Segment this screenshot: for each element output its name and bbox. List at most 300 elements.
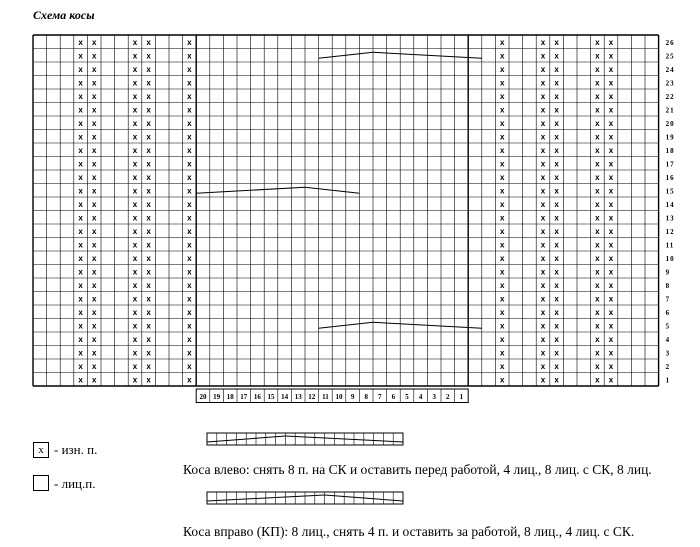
- purl-symbol: x: [187, 91, 192, 101]
- row-number: 25: [665, 52, 675, 61]
- purl-symbol: x: [608, 240, 614, 250]
- row-number: 14: [665, 200, 675, 209]
- purl-symbol: x: [608, 37, 614, 47]
- purl-symbol: x: [91, 348, 97, 358]
- left-cable-description: Коса влево: снять 8 п. на СК и оставить перед работой, 4 лиц., 8 лиц. с СК, 8 лиц.: [183, 462, 652, 477]
- purl-symbol: x: [91, 361, 97, 371]
- purl-symbol: x: [595, 37, 600, 47]
- purl-symbol: x: [554, 186, 559, 196]
- purl-symbol: x: [146, 51, 151, 61]
- purl-symbol: x: [540, 240, 546, 250]
- purl-symbol: x: [187, 375, 192, 385]
- stitch-number: 15: [267, 392, 275, 401]
- row-number: 3: [665, 349, 671, 358]
- purl-symbol: x: [540, 105, 546, 115]
- stitch-number: 1: [459, 392, 464, 401]
- row-number: 10: [665, 254, 675, 263]
- purl-symbol: x: [540, 145, 546, 155]
- purl-symbol: x: [91, 334, 97, 344]
- stitch-number: 14: [281, 392, 289, 401]
- purl-symbol: x: [499, 145, 505, 155]
- purl-symbol: x: [540, 280, 546, 290]
- purl-symbol: x: [608, 294, 614, 304]
- purl-symbol: x: [540, 159, 546, 169]
- purl-symbol: x: [540, 132, 546, 142]
- cable-lines: [196, 52, 482, 328]
- purl-symbol: x: [595, 321, 600, 331]
- purl-symbol: x: [187, 240, 192, 250]
- purl-symbol: x: [595, 186, 600, 196]
- stitch-number: 2: [446, 392, 450, 401]
- purl-symbol: x: [146, 118, 151, 128]
- purl-symbol: x: [91, 132, 97, 142]
- purl-symbol: x: [608, 145, 614, 155]
- purl-symbol: x: [78, 51, 83, 61]
- purl-symbol: x: [91, 172, 97, 182]
- purl-symbol: x: [540, 307, 546, 317]
- purl-symbol: x: [499, 51, 505, 61]
- purl-symbol: x: [499, 226, 505, 236]
- row-number: 4: [665, 335, 671, 344]
- purl-symbol: x: [554, 240, 559, 250]
- purl-symbol: x: [132, 240, 138, 250]
- purl-symbol: x: [91, 213, 97, 223]
- purl-symbol: x: [595, 199, 600, 209]
- purl-symbol: x: [91, 64, 97, 74]
- purl-symbol: x: [595, 78, 600, 88]
- purl-symbol: x: [132, 375, 138, 385]
- purl-symbol: x: [540, 267, 546, 277]
- purl-symbol: x: [146, 294, 151, 304]
- purl-symbol: x: [187, 172, 192, 182]
- purl-symbol: x: [554, 199, 559, 209]
- purl-symbol: x: [187, 321, 192, 331]
- purl-symbol: x: [78, 267, 83, 277]
- purl-symbol: x: [132, 253, 138, 263]
- purl-symbol: x: [91, 253, 97, 263]
- purl-symbol: x: [132, 213, 138, 223]
- purl-symbol: x: [78, 307, 83, 317]
- purl-symbol: x: [554, 64, 559, 74]
- chart-grid: [33, 35, 659, 386]
- purl-symbol: x: [554, 105, 559, 115]
- purl-symbol: x: [608, 105, 614, 115]
- purl-symbol: x: [132, 172, 138, 182]
- purl-symbol: x: [78, 280, 83, 290]
- purl-symbol: x: [595, 267, 600, 277]
- purl-symbol: x: [595, 226, 600, 236]
- purl-symbol: x: [499, 321, 505, 331]
- purl-symbol: x: [78, 361, 83, 371]
- purl-symbol: x: [540, 226, 546, 236]
- purl-symbol: x: [132, 64, 138, 74]
- purl-symbol: x: [554, 132, 559, 142]
- purl-symbol: x: [608, 199, 614, 209]
- purl-symbol: x: [499, 132, 505, 142]
- purl-symbol: x: [499, 307, 505, 317]
- purl-symbol: x: [91, 240, 97, 250]
- purl-symbol: x: [91, 91, 97, 101]
- purl-symbol: x: [146, 213, 151, 223]
- purl-symbol: x: [91, 145, 97, 155]
- purl-symbol: x: [91, 199, 97, 209]
- purl-symbol: x: [540, 186, 546, 196]
- purl-symbol: x: [91, 78, 97, 88]
- row-number: 6: [665, 308, 671, 317]
- purl-legend-swatch: x: [33, 442, 49, 458]
- purl-symbol: x: [91, 375, 97, 385]
- purl-symbol: x: [78, 37, 83, 47]
- purl-symbol: x: [187, 37, 192, 47]
- purl-symbol: x: [499, 159, 505, 169]
- purl-symbol: x: [78, 348, 83, 358]
- purl-symbol: x: [132, 348, 138, 358]
- purl-symbol: x: [187, 267, 192, 277]
- purl-symbol: x: [608, 172, 614, 182]
- purl-symbol: x: [78, 159, 83, 169]
- purl-symbol: x: [132, 118, 138, 128]
- purl-symbol: x: [91, 267, 97, 277]
- purl-symbol: x: [499, 375, 505, 385]
- purl-symbol: x: [540, 334, 546, 344]
- purl-symbol: x: [499, 267, 505, 277]
- purl-symbol: x: [595, 294, 600, 304]
- purl-symbol: x: [554, 348, 559, 358]
- row-number: 20: [665, 119, 675, 128]
- purl-symbol: x: [78, 145, 83, 155]
- stitch-number: 7: [378, 392, 382, 401]
- purl-symbol: x: [554, 159, 559, 169]
- purl-symbol: x: [187, 145, 192, 155]
- purl-symbol: x: [540, 253, 546, 263]
- purl-symbol: x: [78, 213, 83, 223]
- purl-symbol: x: [499, 334, 505, 344]
- row-number: 13: [665, 214, 675, 223]
- row-numbers: [666, 39, 675, 385]
- purl-symbol: x: [146, 91, 151, 101]
- purl-symbol: x: [78, 375, 83, 385]
- purl-symbol: x: [132, 78, 138, 88]
- purl-symbol: x: [78, 294, 83, 304]
- purl-symbol: x: [608, 361, 614, 371]
- purl-symbol: x: [499, 186, 505, 196]
- purl-symbol: x: [499, 280, 505, 290]
- purl-symbol: x: [187, 213, 192, 223]
- purl-symbol: x: [78, 172, 83, 182]
- row-number: 18: [665, 146, 675, 155]
- purl-symbol: x: [608, 321, 614, 331]
- purl-symbol: x: [146, 280, 151, 290]
- purl-symbol: x: [146, 78, 151, 88]
- purl-symbol: x: [132, 280, 138, 290]
- purl-symbol: x: [132, 132, 138, 142]
- purl-symbol: x: [595, 91, 600, 101]
- purl-symbol: x: [540, 91, 546, 101]
- purl-symbol: x: [608, 334, 614, 344]
- row-number: 11: [665, 241, 675, 250]
- purl-symbol: x: [608, 226, 614, 236]
- purl-symbol: x: [78, 64, 83, 74]
- purl-symbol: x: [187, 78, 192, 88]
- purl-symbol: x: [554, 145, 559, 155]
- purl-symbol: x: [499, 253, 505, 263]
- purl-symbol: x: [146, 172, 151, 182]
- purl-symbol: x: [499, 348, 505, 358]
- purl-symbol: x: [187, 159, 192, 169]
- purl-symbol: x: [187, 186, 192, 196]
- purl-symbol: x: [132, 91, 138, 101]
- purl-symbol: x: [132, 334, 138, 344]
- purl-symbol: x: [132, 186, 138, 196]
- purl-symbol: x: [595, 64, 600, 74]
- purl-symbol: x: [595, 213, 600, 223]
- purl-symbol: x: [187, 361, 192, 371]
- purl-symbol: x: [540, 118, 546, 128]
- purl-symbol: x: [132, 159, 138, 169]
- purl-symbol: x: [554, 361, 559, 371]
- row-number: 26: [665, 38, 675, 47]
- purl-symbol: x: [146, 361, 151, 371]
- purl-symbol: x: [146, 199, 151, 209]
- purl-symbol: x: [78, 91, 83, 101]
- purl-symbol: x: [540, 213, 546, 223]
- purl-symbol: x: [78, 240, 83, 250]
- purl-symbol: x: [187, 253, 192, 263]
- row-number: 9: [665, 268, 671, 277]
- purl-symbol: x: [608, 78, 614, 88]
- purl-symbol: x: [554, 267, 559, 277]
- purl-symbol: x: [132, 51, 138, 61]
- purl-symbol: x: [540, 64, 546, 74]
- purl-symbol: x: [78, 105, 83, 115]
- purl-symbol: x: [595, 334, 600, 344]
- stitch-number: 8: [364, 392, 368, 401]
- purl-symbol: x: [187, 118, 192, 128]
- purl-symbol: x: [132, 294, 138, 304]
- stitch-number: 11: [322, 392, 329, 401]
- purl-symbol: x: [595, 375, 600, 385]
- row-number: 24: [665, 65, 675, 74]
- purl-symbol: x: [608, 307, 614, 317]
- purl-symbol: x: [146, 105, 151, 115]
- purl-symbol: x: [540, 37, 546, 47]
- purl-symbol: x: [132, 199, 138, 209]
- stitch-number: 19: [213, 392, 221, 401]
- purl-symbol: x: [146, 64, 151, 74]
- stitch-number: 4: [418, 392, 423, 401]
- purl-symbol: x: [608, 64, 614, 74]
- row-number: 19: [665, 133, 675, 142]
- row-number: 21: [665, 106, 675, 115]
- row-number: 23: [665, 79, 675, 88]
- stitch-number: 3: [432, 392, 436, 401]
- purl-symbol: x: [187, 226, 192, 236]
- purl-symbol: x: [608, 213, 614, 223]
- purl-symbol: x: [595, 240, 600, 250]
- stitch-number: 5: [405, 392, 409, 401]
- purl-symbol: x: [132, 267, 138, 277]
- purl-symbol: x: [187, 280, 192, 290]
- row-number: 5: [665, 322, 671, 331]
- purl-symbol: x: [499, 199, 505, 209]
- purl-symbol: x: [499, 118, 505, 128]
- purl-symbol: x: [91, 37, 97, 47]
- purl-symbol: x: [554, 37, 559, 47]
- purl-symbol: x: [78, 78, 83, 88]
- purl-symbol: x: [78, 118, 83, 128]
- purl-symbol: x: [540, 361, 546, 371]
- purl-symbol: x: [595, 145, 600, 155]
- purl-symbol: x: [91, 159, 97, 169]
- row-number: 15: [665, 187, 675, 196]
- purl-symbol: x: [608, 280, 614, 290]
- purl-symbol: x: [91, 280, 97, 290]
- purl-symbol: x: [608, 51, 614, 61]
- purl-symbol: x: [554, 78, 559, 88]
- purl-symbol: x: [595, 159, 600, 169]
- purl-symbol: x: [554, 51, 559, 61]
- purl-symbol: x: [132, 307, 138, 317]
- purl-symbol: x: [187, 307, 192, 317]
- purl-symbol: x: [499, 78, 505, 88]
- purl-legend-label: - изн. п.: [54, 442, 98, 457]
- purl-symbol: x: [540, 375, 546, 385]
- stitch-number: 9: [350, 392, 355, 401]
- purl-symbol: x: [554, 213, 559, 223]
- purl-symbol: x: [132, 361, 138, 371]
- purl-symbol: x: [146, 267, 151, 277]
- purl-symbol: x: [146, 375, 151, 385]
- purl-symbol: x: [554, 226, 559, 236]
- purl-symbol: x: [146, 348, 151, 358]
- purl-symbol: x: [554, 91, 559, 101]
- purl-symbol: x: [132, 37, 138, 47]
- purl-symbol: x: [146, 159, 151, 169]
- purl-symbol: x: [595, 348, 600, 358]
- purl-symbol: x: [91, 226, 97, 236]
- purl-symbol: x: [554, 280, 559, 290]
- purl-symbol: x: [132, 145, 138, 155]
- purl-symbol: x: [608, 118, 614, 128]
- stitch-number: 18: [226, 392, 234, 401]
- purl-symbol: x: [91, 321, 97, 331]
- purl-symbol: x: [595, 132, 600, 142]
- purl-symbol: x: [132, 226, 138, 236]
- purl-symbol: x: [554, 375, 559, 385]
- purl-symbol: x: [78, 334, 83, 344]
- row-number: 8: [665, 281, 671, 290]
- purl-symbol: x: [146, 334, 151, 344]
- purl-symbol: x: [540, 294, 546, 304]
- purl-symbol: x: [499, 240, 505, 250]
- purl-symbol: x: [91, 118, 97, 128]
- purl-symbol: x: [91, 294, 97, 304]
- purl-symbol: x: [499, 213, 505, 223]
- purl-symbol: x: [132, 105, 138, 115]
- purl-symbol: x: [540, 348, 546, 358]
- stitch-number: 20: [199, 392, 207, 401]
- purl-symbol: x: [554, 334, 559, 344]
- purl-symbol: x: [187, 348, 192, 358]
- purl-symbol: x: [554, 307, 559, 317]
- row-number: 12: [665, 227, 675, 236]
- purl-symbol: x: [608, 253, 614, 263]
- purl-symbol: x: [554, 294, 559, 304]
- purl-symbol: x: [146, 226, 151, 236]
- purl-symbol: x: [91, 307, 97, 317]
- purl-symbol: x: [554, 118, 559, 128]
- purl-symbol: x: [595, 105, 600, 115]
- purl-symbol: x: [595, 118, 600, 128]
- purl-symbol: x: [499, 105, 505, 115]
- purl-symbol: x: [595, 361, 600, 371]
- purl-symbol: x: [540, 51, 546, 61]
- purl-symbol: x: [187, 199, 192, 209]
- stitch-number: 12: [308, 392, 316, 401]
- row-number: 7: [665, 295, 671, 304]
- purl-symbol: x: [78, 199, 83, 209]
- purl-symbol: x: [187, 132, 192, 142]
- purl-symbol: x: [540, 172, 546, 182]
- purl-symbol: x: [540, 199, 546, 209]
- purl-symbol: x: [146, 307, 151, 317]
- purl-symbol: x: [608, 159, 614, 169]
- purl-symbol: x: [91, 186, 97, 196]
- purl-symbol: x: [499, 361, 505, 371]
- purl-symbol: x: [78, 132, 83, 142]
- purl-symbol: x: [146, 37, 151, 47]
- stitch-number: 17: [240, 392, 248, 401]
- purl-symbol: x: [608, 132, 614, 142]
- row-number: 2: [665, 362, 671, 371]
- purl-symbol: x: [187, 64, 192, 74]
- purl-symbol: x: [608, 267, 614, 277]
- purl-symbol: x: [146, 145, 151, 155]
- purl-symbol: x: [499, 37, 505, 47]
- row-number: 16: [665, 173, 675, 182]
- purl-symbol: x: [595, 280, 600, 290]
- purl-symbol: x: [78, 226, 83, 236]
- purl-symbol: x: [554, 253, 559, 263]
- stitch-number: 16: [253, 392, 261, 401]
- purl-symbol: x: [554, 172, 559, 182]
- purl-symbol: x: [499, 294, 505, 304]
- row-number: 17: [665, 160, 675, 169]
- purl-symbol: x: [595, 172, 600, 182]
- right-cable-description: Коса вправо (КП): 8 лиц., снять 4 п. и оставить за работой, 8 лиц., 4 лиц. с СК.: [183, 524, 635, 539]
- row-number: 1: [665, 376, 671, 385]
- purl-symbol: x: [187, 51, 192, 61]
- purl-symbol: x: [540, 321, 546, 331]
- stitch-number: 13: [294, 392, 302, 401]
- purl-symbol: x: [146, 240, 151, 250]
- purl-symbol: x: [78, 321, 83, 331]
- purl-symbol: x: [146, 132, 151, 142]
- purl-symbol: x: [540, 78, 546, 88]
- purl-symbol: x: [187, 334, 192, 344]
- purl-symbol: x: [554, 321, 559, 331]
- stitch-number: 10: [335, 392, 343, 401]
- purl-symbol: x: [608, 348, 614, 358]
- knit-legend-swatch: [33, 475, 49, 491]
- knit-legend-label: - лиц.п.: [54, 476, 96, 491]
- purl-symbol: x: [91, 105, 97, 115]
- purl-symbol: x: [78, 253, 83, 263]
- purl-symbol: x: [499, 91, 505, 101]
- purl-symbol: x: [595, 307, 600, 317]
- purl-symbol: x: [608, 91, 614, 101]
- purl-symbol: x: [499, 64, 505, 74]
